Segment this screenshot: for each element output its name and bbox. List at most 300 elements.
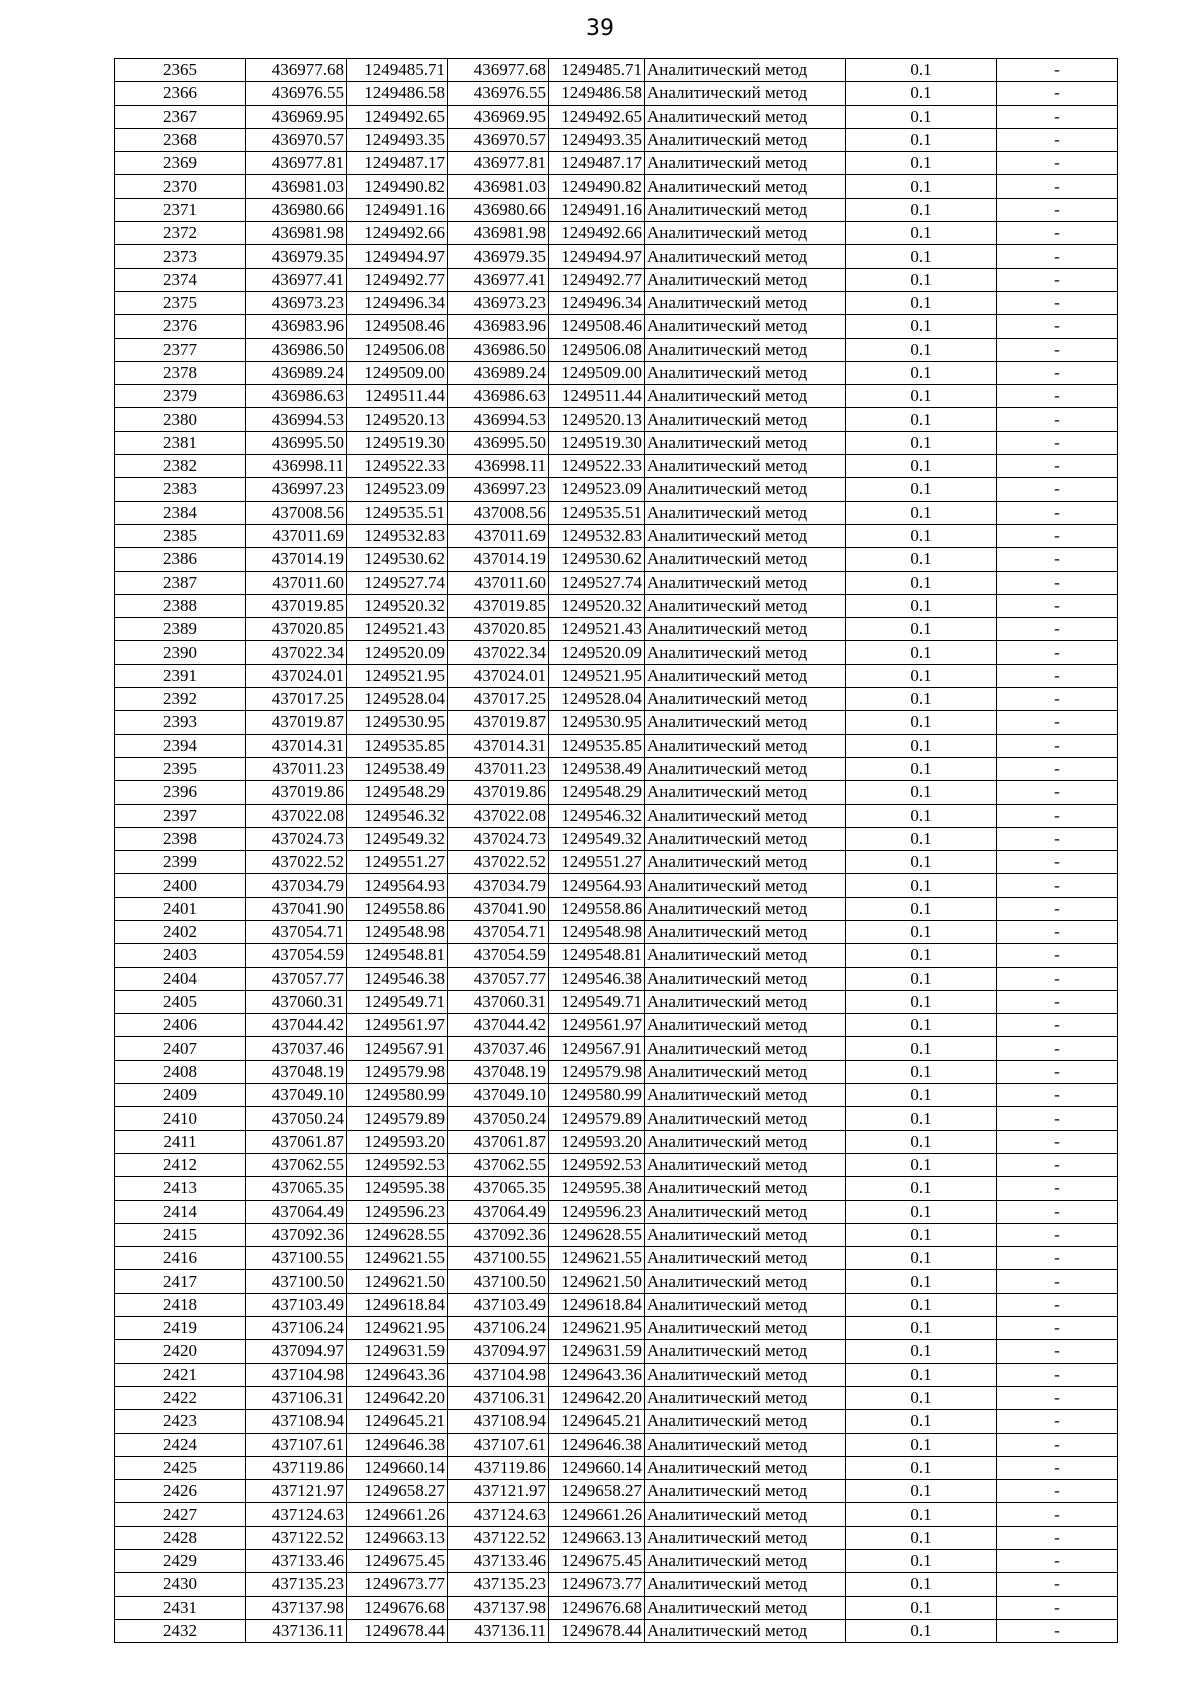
point-number-cell: 2431 bbox=[115, 1596, 246, 1619]
dash-cell: - bbox=[997, 594, 1118, 617]
x-coordinate-cell: 437044.42 bbox=[246, 1014, 347, 1037]
x-coordinate-cell: 437124.63 bbox=[246, 1503, 347, 1526]
x-coordinate-cell: 437049.10 bbox=[246, 1084, 347, 1107]
x-coordinate-cell: 436979.35 bbox=[246, 245, 347, 268]
x-coordinate-cell: 437020.85 bbox=[246, 618, 347, 641]
point-number-cell: 2382 bbox=[115, 455, 246, 478]
error-cell: 0.1 bbox=[846, 1596, 997, 1619]
y-coordinate-cell: 1249592.53 bbox=[347, 1153, 448, 1176]
point-number-cell: 2421 bbox=[115, 1363, 246, 1386]
y-coordinate-cell: 1249551.27 bbox=[549, 851, 645, 874]
x-coordinate-cell: 437037.46 bbox=[246, 1037, 347, 1060]
y-coordinate-cell: 1249561.97 bbox=[549, 1014, 645, 1037]
x-coordinate-cell: 437022.52 bbox=[246, 851, 347, 874]
x-coordinate-cell: 437106.31 bbox=[246, 1386, 347, 1409]
x-coordinate-cell: 436997.23 bbox=[448, 478, 549, 501]
dash-cell: - bbox=[997, 1363, 1118, 1386]
table-row bbox=[115, 1153, 1118, 1176]
table-row bbox=[115, 431, 1118, 454]
x-coordinate-cell: 436969.95 bbox=[246, 105, 347, 128]
y-coordinate-cell: 1249567.91 bbox=[347, 1037, 448, 1060]
dash-cell: - bbox=[997, 618, 1118, 641]
table-row bbox=[115, 455, 1118, 478]
method-cell: Аналитический метод bbox=[645, 1223, 846, 1246]
x-coordinate-cell: 436970.57 bbox=[246, 128, 347, 151]
x-coordinate-cell: 436976.55 bbox=[448, 82, 549, 105]
y-coordinate-cell: 1249530.62 bbox=[549, 548, 645, 571]
point-number-cell: 2408 bbox=[115, 1060, 246, 1083]
dash-cell: - bbox=[997, 431, 1118, 454]
dash-cell: - bbox=[997, 967, 1118, 990]
y-coordinate-cell: 1249546.32 bbox=[347, 804, 448, 827]
x-coordinate-cell: 436980.66 bbox=[246, 198, 347, 221]
error-cell: 0.1 bbox=[846, 338, 997, 361]
y-coordinate-cell: 1249549.71 bbox=[549, 990, 645, 1013]
error-cell: 0.1 bbox=[846, 897, 997, 920]
y-coordinate-cell: 1249579.98 bbox=[549, 1060, 645, 1083]
method-cell: Аналитический метод bbox=[645, 1340, 846, 1363]
error-cell: 0.1 bbox=[846, 1480, 997, 1503]
error-cell: 0.1 bbox=[846, 920, 997, 943]
y-coordinate-cell: 1249496.34 bbox=[347, 291, 448, 314]
method-cell: Аналитический метод bbox=[645, 245, 846, 268]
dash-cell: - bbox=[997, 1480, 1118, 1503]
error-cell: 0.1 bbox=[846, 711, 997, 734]
y-coordinate-cell: 1249592.53 bbox=[549, 1153, 645, 1176]
error-cell: 0.1 bbox=[846, 128, 997, 151]
point-number-cell: 2401 bbox=[115, 897, 246, 920]
x-coordinate-cell: 437011.23 bbox=[246, 757, 347, 780]
method-cell: Аналитический метод bbox=[645, 455, 846, 478]
method-cell: Аналитический метод bbox=[645, 1456, 846, 1479]
y-coordinate-cell: 1249493.35 bbox=[347, 128, 448, 151]
x-coordinate-cell: 436977.41 bbox=[448, 268, 549, 291]
table-row bbox=[115, 82, 1118, 105]
x-coordinate-cell: 437017.25 bbox=[448, 688, 549, 711]
table-row bbox=[115, 1084, 1118, 1107]
point-number-cell: 2379 bbox=[115, 385, 246, 408]
table-row bbox=[115, 245, 1118, 268]
method-cell: Аналитический метод bbox=[645, 1317, 846, 1340]
error-cell: 0.1 bbox=[846, 967, 997, 990]
y-coordinate-cell: 1249520.32 bbox=[549, 594, 645, 617]
error-cell: 0.1 bbox=[846, 1247, 997, 1270]
point-number-cell: 2406 bbox=[115, 1014, 246, 1037]
y-coordinate-cell: 1249532.83 bbox=[549, 524, 645, 547]
y-coordinate-cell: 1249493.35 bbox=[549, 128, 645, 151]
method-cell: Аналитический метод bbox=[645, 781, 846, 804]
y-coordinate-cell: 1249567.91 bbox=[549, 1037, 645, 1060]
error-cell: 0.1 bbox=[846, 1363, 997, 1386]
y-coordinate-cell: 1249522.33 bbox=[347, 455, 448, 478]
method-cell: Аналитический метод bbox=[645, 82, 846, 105]
y-coordinate-cell: 1249618.84 bbox=[549, 1293, 645, 1316]
error-cell: 0.1 bbox=[846, 385, 997, 408]
table-row bbox=[115, 222, 1118, 245]
x-coordinate-cell: 437011.23 bbox=[448, 757, 549, 780]
point-number-cell: 2383 bbox=[115, 478, 246, 501]
method-cell: Аналитический метод bbox=[645, 478, 846, 501]
y-coordinate-cell: 1249519.30 bbox=[549, 431, 645, 454]
error-cell: 0.1 bbox=[846, 1317, 997, 1340]
y-coordinate-cell: 1249509.00 bbox=[549, 361, 645, 384]
point-number-cell: 2400 bbox=[115, 874, 246, 897]
y-coordinate-cell: 1249519.30 bbox=[347, 431, 448, 454]
point-number-cell: 2429 bbox=[115, 1550, 246, 1573]
x-coordinate-cell: 437119.86 bbox=[448, 1456, 549, 1479]
table-row bbox=[115, 1526, 1118, 1549]
x-coordinate-cell: 437024.01 bbox=[448, 664, 549, 687]
x-coordinate-cell: 436983.96 bbox=[246, 315, 347, 338]
x-coordinate-cell: 437122.52 bbox=[246, 1526, 347, 1549]
dash-cell: - bbox=[997, 315, 1118, 338]
y-coordinate-cell: 1249580.99 bbox=[549, 1084, 645, 1107]
point-number-cell: 2423 bbox=[115, 1410, 246, 1433]
x-coordinate-cell: 436986.63 bbox=[448, 385, 549, 408]
point-number-cell: 2416 bbox=[115, 1247, 246, 1270]
table-row bbox=[115, 757, 1118, 780]
x-coordinate-cell: 437048.19 bbox=[448, 1060, 549, 1083]
error-cell: 0.1 bbox=[846, 734, 997, 757]
point-number-cell: 2418 bbox=[115, 1293, 246, 1316]
table-row bbox=[115, 967, 1118, 990]
dash-cell: - bbox=[997, 1526, 1118, 1549]
x-coordinate-cell: 437024.01 bbox=[246, 664, 347, 687]
y-coordinate-cell: 1249558.86 bbox=[549, 897, 645, 920]
x-coordinate-cell: 437048.19 bbox=[246, 1060, 347, 1083]
table-row bbox=[115, 827, 1118, 850]
dash-cell: - bbox=[997, 944, 1118, 967]
y-coordinate-cell: 1249492.77 bbox=[347, 268, 448, 291]
method-cell: Аналитический метод bbox=[645, 1410, 846, 1433]
method-cell: Аналитический метод bbox=[645, 268, 846, 291]
table-row bbox=[115, 1037, 1118, 1060]
y-coordinate-cell: 1249631.59 bbox=[347, 1340, 448, 1363]
method-cell: Аналитический метод bbox=[645, 198, 846, 221]
x-coordinate-cell: 436979.35 bbox=[448, 245, 549, 268]
error-cell: 0.1 bbox=[846, 1014, 997, 1037]
x-coordinate-cell: 437022.34 bbox=[448, 641, 549, 664]
table-row bbox=[115, 501, 1118, 524]
x-coordinate-cell: 437121.97 bbox=[448, 1480, 549, 1503]
x-coordinate-cell: 436977.68 bbox=[448, 59, 549, 82]
y-coordinate-cell: 1249520.13 bbox=[549, 408, 645, 431]
x-coordinate-cell: 436995.50 bbox=[246, 431, 347, 454]
error-cell: 0.1 bbox=[846, 990, 997, 1013]
point-number-cell: 2422 bbox=[115, 1386, 246, 1409]
dash-cell: - bbox=[997, 478, 1118, 501]
error-cell: 0.1 bbox=[846, 501, 997, 524]
y-coordinate-cell: 1249535.51 bbox=[347, 501, 448, 524]
y-coordinate-cell: 1249579.98 bbox=[347, 1060, 448, 1083]
error-cell: 0.1 bbox=[846, 1340, 997, 1363]
x-coordinate-cell: 436998.11 bbox=[246, 455, 347, 478]
point-number-cell: 2389 bbox=[115, 618, 246, 641]
y-coordinate-cell: 1249521.43 bbox=[347, 618, 448, 641]
error-cell: 0.1 bbox=[846, 804, 997, 827]
x-coordinate-cell: 436989.24 bbox=[448, 361, 549, 384]
table-row bbox=[115, 944, 1118, 967]
point-number-cell: 2427 bbox=[115, 1503, 246, 1526]
y-coordinate-cell: 1249548.81 bbox=[549, 944, 645, 967]
error-cell: 0.1 bbox=[846, 781, 997, 804]
dash-cell: - bbox=[997, 851, 1118, 874]
x-coordinate-cell: 437064.49 bbox=[246, 1200, 347, 1223]
y-coordinate-cell: 1249530.95 bbox=[549, 711, 645, 734]
method-cell: Аналитический метод bbox=[645, 338, 846, 361]
table-row bbox=[115, 1363, 1118, 1386]
dash-cell: - bbox=[997, 1317, 1118, 1340]
x-coordinate-cell: 436981.98 bbox=[246, 222, 347, 245]
dash-cell: - bbox=[997, 1037, 1118, 1060]
point-number-cell: 2432 bbox=[115, 1619, 246, 1642]
table-row bbox=[115, 128, 1118, 151]
y-coordinate-cell: 1249520.09 bbox=[347, 641, 448, 664]
error-cell: 0.1 bbox=[846, 222, 997, 245]
y-coordinate-cell: 1249564.93 bbox=[347, 874, 448, 897]
method-cell: Аналитический метод bbox=[645, 990, 846, 1013]
method-cell: Аналитический метод bbox=[645, 967, 846, 990]
x-coordinate-cell: 437024.73 bbox=[246, 827, 347, 850]
table-row bbox=[115, 1014, 1118, 1037]
method-cell: Аналитический метод bbox=[645, 1037, 846, 1060]
method-cell: Аналитический метод bbox=[645, 1363, 846, 1386]
y-coordinate-cell: 1249492.66 bbox=[347, 222, 448, 245]
table-row bbox=[115, 105, 1118, 128]
x-coordinate-cell: 437022.08 bbox=[246, 804, 347, 827]
y-coordinate-cell: 1249561.97 bbox=[347, 1014, 448, 1037]
method-cell: Аналитический метод bbox=[645, 501, 846, 524]
error-cell: 0.1 bbox=[846, 1293, 997, 1316]
x-coordinate-cell: 436976.55 bbox=[246, 82, 347, 105]
dash-cell: - bbox=[997, 501, 1118, 524]
dash-cell: - bbox=[997, 1340, 1118, 1363]
y-coordinate-cell: 1249548.29 bbox=[347, 781, 448, 804]
table-row bbox=[115, 990, 1118, 1013]
x-coordinate-cell: 436983.96 bbox=[448, 315, 549, 338]
x-coordinate-cell: 437017.25 bbox=[246, 688, 347, 711]
method-cell: Аналитический метод bbox=[645, 1596, 846, 1619]
method-cell: Аналитический метод bbox=[645, 804, 846, 827]
dash-cell: - bbox=[997, 1270, 1118, 1293]
method-cell: Аналитический метод bbox=[645, 385, 846, 408]
x-coordinate-cell: 437136.11 bbox=[448, 1619, 549, 1642]
y-coordinate-cell: 1249678.44 bbox=[549, 1619, 645, 1642]
y-coordinate-cell: 1249646.38 bbox=[347, 1433, 448, 1456]
error-cell: 0.1 bbox=[846, 827, 997, 850]
error-cell: 0.1 bbox=[846, 408, 997, 431]
error-cell: 0.1 bbox=[846, 1200, 997, 1223]
table-row bbox=[115, 851, 1118, 874]
point-number-cell: 2405 bbox=[115, 990, 246, 1013]
point-number-cell: 2394 bbox=[115, 734, 246, 757]
method-cell: Аналитический метод bbox=[645, 874, 846, 897]
y-coordinate-cell: 1249579.89 bbox=[549, 1107, 645, 1130]
error-cell: 0.1 bbox=[846, 1270, 997, 1293]
x-coordinate-cell: 437014.19 bbox=[448, 548, 549, 571]
dash-cell: - bbox=[997, 361, 1118, 384]
y-coordinate-cell: 1249511.44 bbox=[347, 385, 448, 408]
method-cell: Аналитический метод bbox=[645, 1503, 846, 1526]
y-coordinate-cell: 1249580.99 bbox=[347, 1084, 448, 1107]
x-coordinate-cell: 436981.98 bbox=[448, 222, 549, 245]
x-coordinate-cell: 437041.90 bbox=[246, 897, 347, 920]
point-number-cell: 2387 bbox=[115, 571, 246, 594]
method-cell: Аналитический метод bbox=[645, 431, 846, 454]
x-coordinate-cell: 436995.50 bbox=[448, 431, 549, 454]
y-coordinate-cell: 1249520.32 bbox=[347, 594, 448, 617]
y-coordinate-cell: 1249528.04 bbox=[347, 688, 448, 711]
error-cell: 0.1 bbox=[846, 1433, 997, 1456]
x-coordinate-cell: 437044.42 bbox=[448, 1014, 549, 1037]
x-coordinate-cell: 437024.73 bbox=[448, 827, 549, 850]
error-cell: 0.1 bbox=[846, 851, 997, 874]
table-row bbox=[115, 524, 1118, 547]
point-number-cell: 2403 bbox=[115, 944, 246, 967]
table-row bbox=[115, 59, 1118, 82]
x-coordinate-cell: 437050.24 bbox=[246, 1107, 347, 1130]
x-coordinate-cell: 437019.87 bbox=[448, 711, 549, 734]
dash-cell: - bbox=[997, 641, 1118, 664]
dash-cell: - bbox=[997, 1130, 1118, 1153]
table-row bbox=[115, 152, 1118, 175]
point-number-cell: 2415 bbox=[115, 1223, 246, 1246]
method-cell: Аналитический метод bbox=[645, 827, 846, 850]
table-row bbox=[115, 734, 1118, 757]
x-coordinate-cell: 437107.61 bbox=[448, 1433, 549, 1456]
x-coordinate-cell: 437011.69 bbox=[246, 524, 347, 547]
table-row bbox=[115, 1433, 1118, 1456]
y-coordinate-cell: 1249490.82 bbox=[347, 175, 448, 198]
error-cell: 0.1 bbox=[846, 478, 997, 501]
y-coordinate-cell: 1249491.16 bbox=[347, 198, 448, 221]
x-coordinate-cell: 437064.49 bbox=[448, 1200, 549, 1223]
x-coordinate-cell: 437062.55 bbox=[246, 1153, 347, 1176]
x-coordinate-cell: 437019.86 bbox=[246, 781, 347, 804]
y-coordinate-cell: 1249546.32 bbox=[549, 804, 645, 827]
error-cell: 0.1 bbox=[846, 874, 997, 897]
x-coordinate-cell: 436986.50 bbox=[246, 338, 347, 361]
point-number-cell: 2413 bbox=[115, 1177, 246, 1200]
table-row bbox=[115, 478, 1118, 501]
error-cell: 0.1 bbox=[846, 1456, 997, 1479]
y-coordinate-cell: 1249631.59 bbox=[549, 1340, 645, 1363]
x-coordinate-cell: 437054.71 bbox=[448, 920, 549, 943]
dash-cell: - bbox=[997, 291, 1118, 314]
dash-cell: - bbox=[997, 1177, 1118, 1200]
dash-cell: - bbox=[997, 1084, 1118, 1107]
table-row bbox=[115, 1503, 1118, 1526]
method-cell: Аналитический метод bbox=[645, 1526, 846, 1549]
x-coordinate-cell: 437057.77 bbox=[448, 967, 549, 990]
dash-cell: - bbox=[997, 524, 1118, 547]
point-number-cell: 2392 bbox=[115, 688, 246, 711]
x-coordinate-cell: 437022.34 bbox=[246, 641, 347, 664]
error-cell: 0.1 bbox=[846, 944, 997, 967]
table-row bbox=[115, 1317, 1118, 1340]
dash-cell: - bbox=[997, 82, 1118, 105]
table-row bbox=[115, 874, 1118, 897]
point-number-cell: 2376 bbox=[115, 315, 246, 338]
y-coordinate-cell: 1249673.77 bbox=[549, 1573, 645, 1596]
point-number-cell: 2417 bbox=[115, 1270, 246, 1293]
y-coordinate-cell: 1249523.09 bbox=[347, 478, 448, 501]
error-cell: 0.1 bbox=[846, 245, 997, 268]
x-coordinate-cell: 437106.24 bbox=[246, 1317, 347, 1340]
x-coordinate-cell: 437050.24 bbox=[448, 1107, 549, 1130]
table-row bbox=[115, 1550, 1118, 1573]
error-cell: 0.1 bbox=[846, 571, 997, 594]
x-coordinate-cell: 437100.50 bbox=[246, 1270, 347, 1293]
y-coordinate-cell: 1249660.14 bbox=[549, 1456, 645, 1479]
y-coordinate-cell: 1249663.13 bbox=[549, 1526, 645, 1549]
y-coordinate-cell: 1249508.46 bbox=[347, 315, 448, 338]
y-coordinate-cell: 1249491.16 bbox=[549, 198, 645, 221]
dash-cell: - bbox=[997, 990, 1118, 1013]
x-coordinate-cell: 437136.11 bbox=[246, 1619, 347, 1642]
error-cell: 0.1 bbox=[846, 618, 997, 641]
y-coordinate-cell: 1249658.27 bbox=[347, 1480, 448, 1503]
method-cell: Аналитический метод bbox=[645, 897, 846, 920]
dash-cell: - bbox=[997, 1503, 1118, 1526]
x-coordinate-cell: 437092.36 bbox=[246, 1223, 347, 1246]
x-coordinate-cell: 436969.95 bbox=[448, 105, 549, 128]
method-cell: Аналитический метод bbox=[645, 594, 846, 617]
y-coordinate-cell: 1249487.17 bbox=[549, 152, 645, 175]
x-coordinate-cell: 436977.41 bbox=[246, 268, 347, 291]
dash-cell: - bbox=[997, 385, 1118, 408]
dash-cell: - bbox=[997, 1014, 1118, 1037]
method-cell: Аналитический метод bbox=[645, 944, 846, 967]
y-coordinate-cell: 1249546.38 bbox=[347, 967, 448, 990]
method-cell: Аналитический метод bbox=[645, 571, 846, 594]
x-coordinate-cell: 437037.46 bbox=[448, 1037, 549, 1060]
method-cell: Аналитический метод bbox=[645, 548, 846, 571]
x-coordinate-cell: 437054.59 bbox=[448, 944, 549, 967]
dash-cell: - bbox=[997, 711, 1118, 734]
y-coordinate-cell: 1249675.45 bbox=[549, 1550, 645, 1573]
dash-cell: - bbox=[997, 1410, 1118, 1433]
method-cell: Аналитический метод bbox=[645, 1247, 846, 1270]
x-coordinate-cell: 437135.23 bbox=[246, 1573, 347, 1596]
y-coordinate-cell: 1249521.95 bbox=[549, 664, 645, 687]
error-cell: 0.1 bbox=[846, 1410, 997, 1433]
y-coordinate-cell: 1249678.44 bbox=[347, 1619, 448, 1642]
error-cell: 0.1 bbox=[846, 361, 997, 384]
x-coordinate-cell: 437022.52 bbox=[448, 851, 549, 874]
point-number-cell: 2420 bbox=[115, 1340, 246, 1363]
dash-cell: - bbox=[997, 198, 1118, 221]
x-coordinate-cell: 436997.23 bbox=[246, 478, 347, 501]
point-number-cell: 2411 bbox=[115, 1130, 246, 1153]
point-number-cell: 2377 bbox=[115, 338, 246, 361]
dash-cell: - bbox=[997, 1107, 1118, 1130]
point-number-cell: 2380 bbox=[115, 408, 246, 431]
y-coordinate-cell: 1249535.85 bbox=[347, 734, 448, 757]
point-number-cell: 2397 bbox=[115, 804, 246, 827]
x-coordinate-cell: 437011.60 bbox=[448, 571, 549, 594]
table-row bbox=[115, 1223, 1118, 1246]
method-cell: Аналитический метод bbox=[645, 688, 846, 711]
dash-cell: - bbox=[997, 268, 1118, 291]
y-coordinate-cell: 1249485.71 bbox=[549, 59, 645, 82]
y-coordinate-cell: 1249595.38 bbox=[549, 1177, 645, 1200]
x-coordinate-cell: 436973.23 bbox=[448, 291, 549, 314]
table-row bbox=[115, 1130, 1118, 1153]
table-row bbox=[115, 920, 1118, 943]
x-coordinate-cell: 437106.24 bbox=[448, 1317, 549, 1340]
y-coordinate-cell: 1249676.68 bbox=[347, 1596, 448, 1619]
